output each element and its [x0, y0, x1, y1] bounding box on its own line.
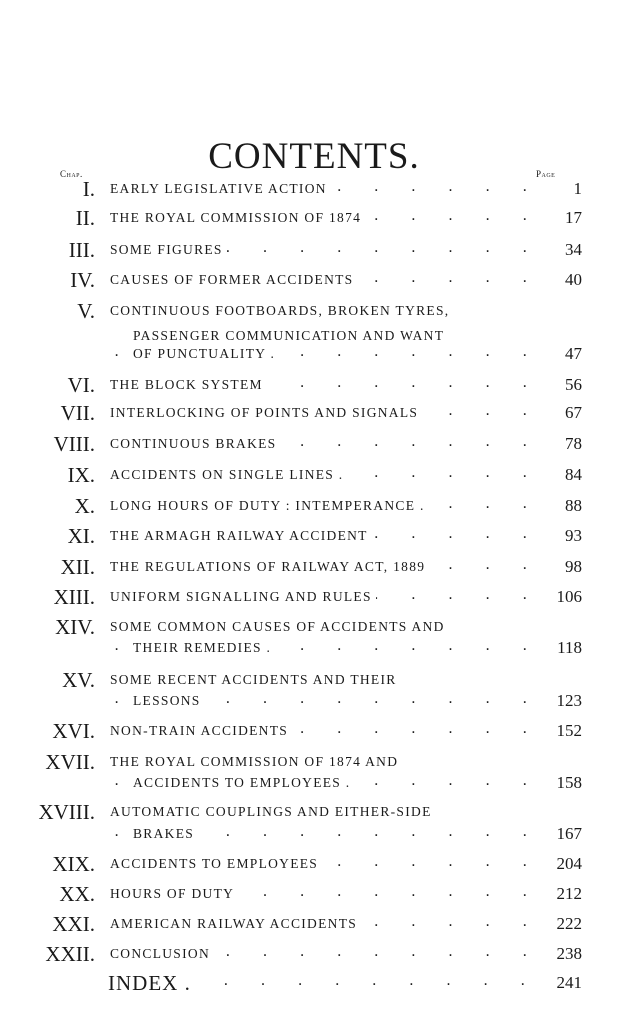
chapter-number: I.	[82, 177, 95, 201]
chapter-number: IV.	[70, 268, 95, 292]
chapter-title-line	[108, 972, 580, 997]
page-number: 204	[556, 854, 582, 873]
chapter-number: XVIII.	[38, 800, 95, 824]
chapter-title-text: BRAKES	[133, 826, 198, 841]
chapter-title-line	[110, 178, 582, 200]
chapter-title-line	[110, 883, 582, 905]
page-title: CONTENTS.	[208, 136, 420, 177]
page-number: 167	[556, 824, 582, 843]
page-number: 93	[565, 526, 582, 545]
chapter-number: XV.	[62, 668, 95, 692]
page-number: 34	[565, 240, 582, 259]
chapter-title-line	[133, 823, 582, 845]
chapter-title-line	[110, 300, 582, 322]
chapter-title-line	[110, 913, 582, 935]
page-number: 98	[565, 557, 582, 576]
chapter-title-line	[110, 525, 582, 547]
chapter-title-line	[110, 943, 582, 965]
page-number: 212	[556, 884, 582, 903]
chapter-number: X.	[74, 494, 95, 518]
chapter-title-text: THEIR REMEDIES .	[133, 640, 275, 655]
chapter-title-line	[110, 464, 582, 486]
chapter-number: XXI.	[52, 912, 95, 936]
chapter-number: V.	[77, 299, 95, 323]
chapter-title-text: LONG HOURS OF DUTY : INTEMPERANCE .	[110, 498, 429, 513]
chapter-title-line	[133, 343, 582, 365]
chapter-title-text: THE REGULATIONS OF RAILWAY ACT, 1889	[110, 559, 429, 574]
page-number: 88	[565, 496, 582, 515]
chapter-title-text: SOME FIGURES	[110, 242, 227, 257]
page-number: 17	[565, 208, 582, 227]
chapter-title-line	[110, 556, 582, 578]
chapter-title-line	[110, 207, 582, 229]
page-number: 47	[565, 344, 582, 363]
page-number: 118	[557, 638, 582, 657]
chapter-title-text: CAUSES OF FORMER ACCIDENTS	[110, 272, 357, 287]
page-number: 158	[556, 773, 582, 792]
chapter-number: XII.	[60, 555, 95, 579]
chapter-title-text: THE ROYAL COMMISSION OF 1874 AND	[110, 754, 402, 769]
chapter-title-line	[110, 853, 582, 875]
chapter-number: XVII.	[45, 750, 95, 774]
chapter-title-text: SOME COMMON CAUSES OF ACCIDENTS AND	[110, 619, 449, 634]
chapter-title-text: AUTOMATIC COUPLINGS AND EITHER-SIDE	[110, 804, 436, 819]
page-number: 78	[565, 434, 582, 453]
page-number: 238	[556, 944, 582, 963]
chapter-title-text: THE BLOCK SYSTEM	[110, 377, 267, 392]
chapter-number: XVI.	[52, 719, 95, 743]
chapter-number: IX.	[67, 463, 95, 487]
page-number: 84	[565, 465, 582, 484]
chapter-title-text: AMERICAN RAILWAY ACCIDENTS	[110, 916, 361, 931]
chapter-number: XI.	[67, 524, 95, 548]
chapter-number: XIII.	[53, 585, 95, 609]
chapter-title-text: UNIFORM SIGNALLING AND RULES	[110, 589, 376, 604]
page-column-header: Page	[536, 169, 556, 179]
chapter-number: II.	[75, 206, 95, 230]
chapter-title-line	[110, 433, 582, 455]
chapter-title-line	[110, 720, 582, 742]
chapter-title-text: CONTINUOUS FOOTBOARDS, BROKEN TYRES,	[110, 303, 453, 318]
chapter-number: XIX.	[52, 852, 95, 876]
chapter-title-line	[110, 374, 582, 396]
chapter-number: III.	[68, 238, 95, 262]
chapter-title-text: THE ARMAGH RAILWAY ACCIDENT	[110, 528, 372, 543]
chapter-column-header: Chap.	[60, 169, 83, 179]
chapter-number: VI.	[67, 373, 95, 397]
chapter-title-text: INTERLOCKING OF POINTS AND SIGNALS	[110, 405, 422, 420]
chapter-title-text: CONCLUSION	[110, 946, 214, 961]
chapter-title-text: CONTINUOUS BRAKES	[110, 436, 281, 451]
chapter-title-text: ACCIDENTS ON SINGLE LINES .	[110, 467, 347, 482]
chapter-title-text: ACCIDENTS TO EMPLOYEES	[110, 856, 322, 871]
chapter-title-text: PASSENGER COMMUNICATION AND WANT	[133, 328, 448, 343]
page-number: 106	[556, 587, 582, 606]
chapter-title-text: LESSONS	[133, 693, 205, 708]
chapter-title-text: ACCIDENTS TO EMPLOYEES .	[133, 775, 354, 790]
chapter-number: XXII.	[45, 942, 95, 966]
chapter-title-line	[110, 495, 582, 517]
chapter-title-line	[133, 772, 582, 794]
page-number: 40	[565, 270, 582, 289]
chapter-title-line	[110, 801, 582, 823]
chapter-title-text: NON-TRAIN ACCIDENTS	[110, 723, 292, 738]
page-number: 56	[565, 375, 582, 394]
chapter-title-line	[110, 239, 582, 261]
chapter-title-line	[110, 269, 582, 291]
chapter-title-text: THE ROYAL COMMISSION OF 1874	[110, 210, 365, 225]
page-number: 241	[556, 973, 582, 992]
chapter-title-line	[110, 586, 582, 608]
chapter-title-text: INDEX .	[108, 971, 195, 995]
chapter-title-line	[133, 637, 582, 659]
chapter-title-text: SOME RECENT ACCIDENTS AND THEIR	[110, 672, 401, 687]
page-number: 152	[556, 721, 582, 740]
chapter-title-text: HOURS OF DUTY	[110, 886, 238, 901]
chapter-number: VII.	[60, 401, 95, 425]
chapter-number: XX.	[59, 882, 95, 906]
chapter-number: XIV.	[55, 615, 95, 639]
page-number: 1	[573, 179, 582, 198]
page-number: 222	[556, 914, 582, 933]
page-number: 67	[565, 403, 582, 422]
page-number: 123	[556, 691, 582, 710]
chapter-title-line	[133, 690, 582, 712]
chapter-title-line	[110, 402, 582, 424]
chapter-number: VIII.	[53, 432, 95, 456]
chapter-title-text: OF PUNCTUALITY .	[133, 346, 279, 361]
chapter-title-text: EARLY LEGISLATIVE ACTION	[110, 181, 331, 196]
